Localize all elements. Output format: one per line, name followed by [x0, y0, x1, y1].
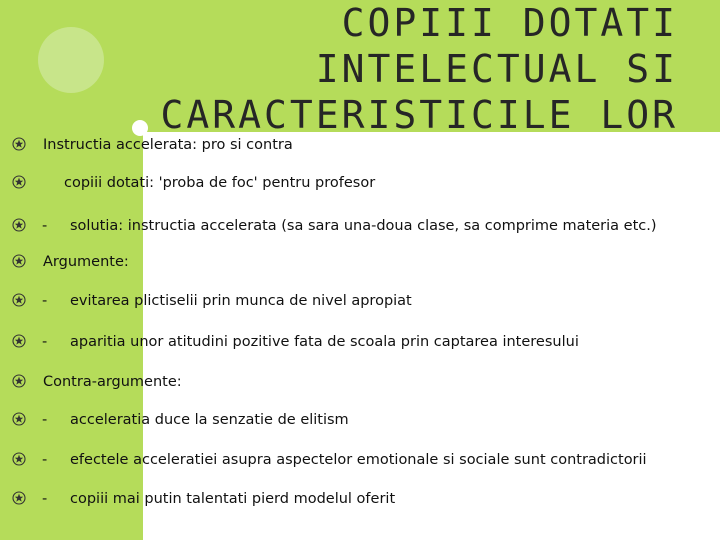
list-item-text: Contra-argumente: [43, 374, 182, 390]
circled-star-icon [12, 254, 26, 268]
list-item-text: solutia: instructia accelerata (sa sara una-doua clase, sa comprime materia etc.) [70, 218, 657, 234]
list-item-dash: - [42, 293, 48, 309]
title-line-1: COPIII DOTATI [341, 1, 678, 45]
list-item-text: evitarea plictiselii prin munca de nivel apropiat [70, 293, 412, 309]
title-line-3: CARACTERISTICILE LOR [160, 93, 678, 137]
list-item-dash: - [42, 452, 48, 468]
circled-star-icon [12, 374, 26, 388]
circled-star-icon [12, 293, 26, 307]
circled-star-icon [12, 412, 26, 426]
slide-title [158, 0, 678, 138]
list-item-text: acceleratia duce la senzatie de elitism [70, 412, 349, 428]
list-item-dash: - [42, 491, 48, 507]
list-item [10, 291, 710, 313]
list-item-dash: - [42, 412, 48, 428]
list-item-text: aparitia unor atitudini pozitive fata de scoala prin captarea interesului [70, 334, 579, 350]
list-item [10, 173, 710, 195]
circled-star-icon [12, 334, 26, 348]
list-item [10, 489, 710, 511]
list-item-text: copiii mai putin talentati pierd modelul oferit [70, 491, 396, 507]
list-item [10, 410, 710, 432]
list-item [10, 252, 710, 274]
list-item-text: Argumente: [43, 254, 129, 270]
list-item [10, 216, 710, 238]
list-item [10, 332, 710, 354]
circled-star-icon [12, 218, 26, 232]
circled-star-icon [12, 137, 26, 151]
decorative-circle [38, 27, 104, 93]
list-item-text: copiii dotati: 'proba de foc' pentru profesor [64, 175, 376, 191]
list-item [10, 372, 710, 394]
list-item-text: Instructia accelerata: pro si contra [43, 137, 293, 153]
decorative-dot [132, 120, 148, 136]
list-item-text: efectele acceleratiei asupra aspectelor emotionale si sociale sunt contradictorii [70, 452, 647, 468]
list-item-dash: - [42, 218, 48, 234]
circled-star-icon [12, 175, 26, 189]
list-item-dash: - [42, 334, 48, 350]
list-item [10, 135, 710, 157]
list-item [10, 450, 710, 472]
circled-star-icon [12, 491, 26, 505]
title-line-2: INTELECTUAL SI [315, 47, 678, 91]
circled-star-icon [12, 452, 26, 466]
